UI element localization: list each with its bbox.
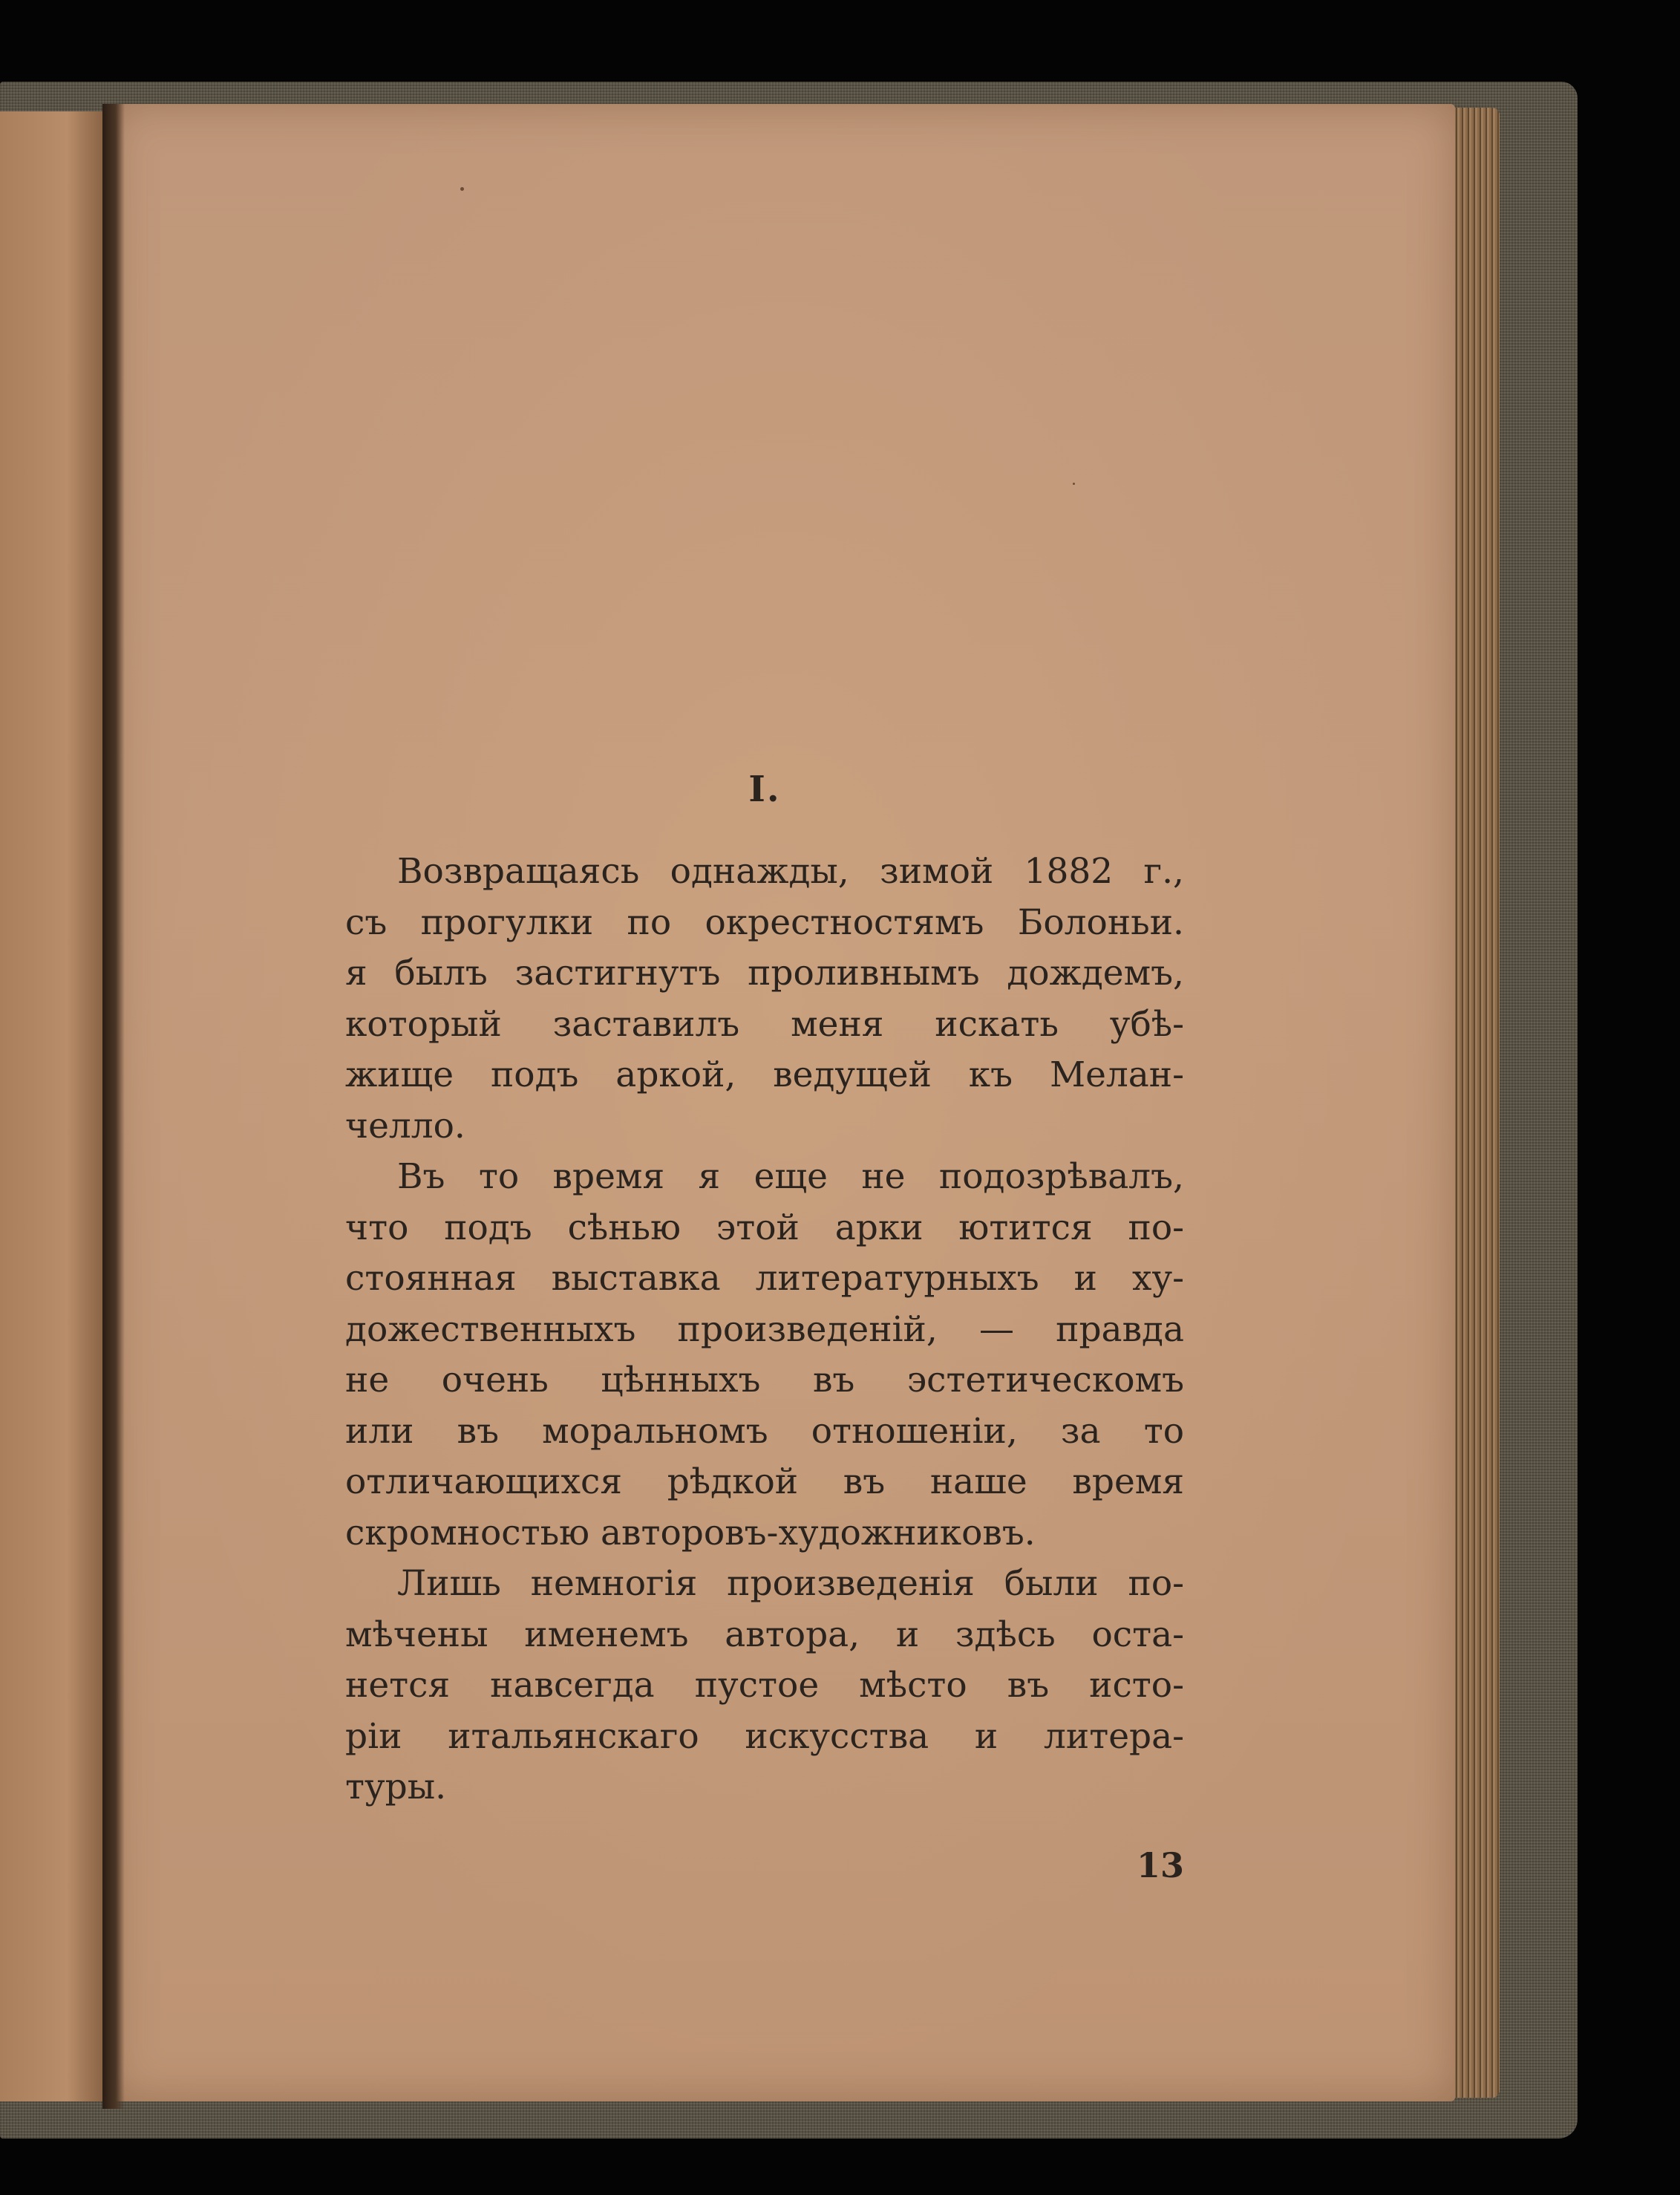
paper-speck	[460, 187, 464, 191]
text-line: стоянная выставка литературныхъ и ху-	[345, 1258, 1184, 1299]
text-line: или въ моральномъ отношеніи, за то	[345, 1410, 1184, 1452]
text-line: съ прогулки по окрестностямъ Болоньи.	[345, 901, 1184, 943]
paper-speck	[1073, 483, 1075, 485]
left-page	[0, 111, 111, 2101]
paragraph-2	[345, 1152, 1184, 1559]
page-number: 13	[1136, 1845, 1184, 1885]
text-line: скромностью авторовъ-художниковъ.	[345, 1512, 1036, 1553]
text-line: челло.	[345, 1105, 465, 1147]
paragraph-3	[345, 1559, 1184, 1813]
text-line: дожественныхъ произведеній, — правда	[345, 1308, 1184, 1350]
text-line: туры.	[345, 1767, 447, 1807]
text-line: не очень цѣнныхъ въ эстетическомъ	[345, 1360, 1184, 1400]
text-line: мѣчены именемъ автора, и здѣсь оста-	[345, 1614, 1184, 1655]
book-page	[111, 104, 1455, 2101]
paragraph-1	[345, 847, 1184, 1152]
paragraphs	[345, 847, 1184, 1813]
gutter-shadow	[102, 104, 125, 2109]
text-line: Возвращаясь однажды, зимой 1882 г.,	[397, 851, 1184, 892]
text-line: отличающихся рѣдкой въ наше время	[345, 1461, 1184, 1502]
page-edges	[1448, 108, 1500, 2098]
text-line: который заставилъ меня искать убѣ-	[345, 1003, 1184, 1045]
text-line: нется навсегда пустое мѣсто въ исто-	[345, 1665, 1184, 1706]
text-line: Въ то время я еще не подозрѣвалъ,	[397, 1156, 1184, 1197]
text-line: ріи итальянскаго искусства и литера-	[345, 1715, 1184, 1757]
text-line: что подъ сѣнью этой арки ютится по-	[345, 1207, 1184, 1248]
text-line: Лишь немногія произведенія были по-	[397, 1563, 1184, 1604]
text-line: я былъ застигнутъ проливнымъ дождемъ,	[345, 953, 1184, 994]
chapter-number: I.	[748, 769, 781, 810]
text-line: жище подъ аркой, ведущей къ Мелан-	[345, 1054, 1184, 1095]
